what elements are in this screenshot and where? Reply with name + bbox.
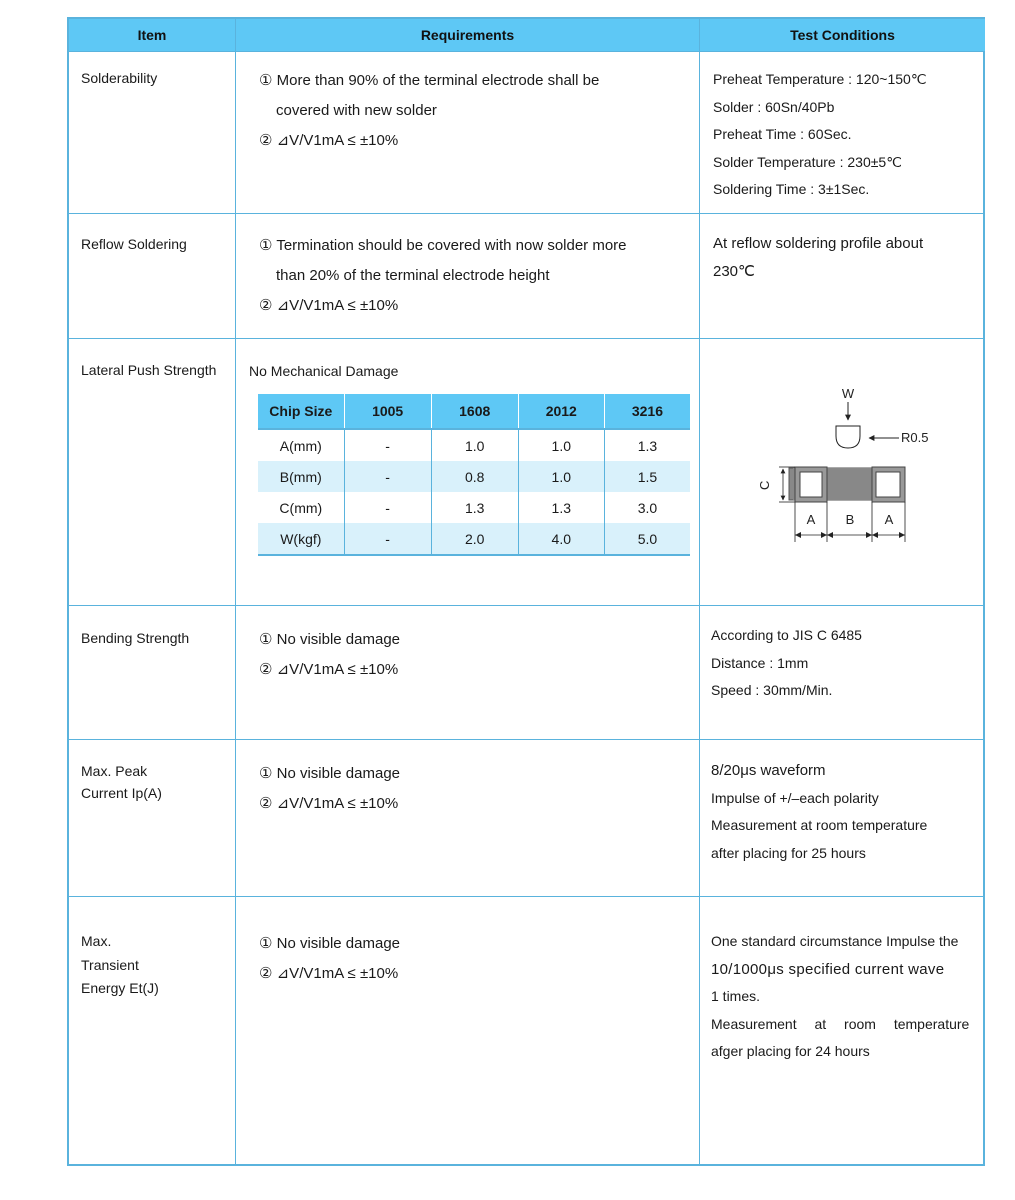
requirement-line: ① No visible damage (259, 765, 401, 782)
table-cell: - (344, 492, 431, 523)
col-header: 1608 (431, 394, 518, 429)
table-cell: 1.3 (431, 492, 518, 523)
lateral-push-diagram (759, 384, 929, 544)
header-test-conditions: Test Conditions (700, 19, 985, 51)
table-row (258, 461, 690, 492)
condition-line: Preheat Time : 60Sec. (713, 126, 852, 142)
column-divider (235, 19, 236, 1164)
diagram-label-r: R0.5 (901, 430, 929, 445)
requirement-line: than 20% of the terminal electrode height (276, 267, 550, 284)
condition-line: Measurement at room temperature (711, 1015, 970, 1032)
requirement-line: ① More than 90% of the terminal electrode shall be (259, 72, 600, 89)
col-header: 3216 (604, 394, 690, 429)
condition-line: Soldering Time : 3±1Sec. (713, 181, 870, 197)
condition-line: At reflow soldering profile about (713, 235, 924, 252)
condition-line: One standard circumstance Impulse the (711, 933, 959, 949)
requirement-line: ② ⊿V/V1mA ≤ ±10% (259, 795, 399, 812)
item-solderability: Solderability (81, 70, 158, 86)
condition-line: 8/20μs waveform (711, 762, 826, 779)
table-row (258, 523, 690, 555)
item-max-peak-current (81, 760, 162, 804)
requirements-max-transient-energy (259, 929, 400, 989)
requirements-reflow-soldering (259, 231, 627, 321)
table-cell: 1.5 (604, 461, 690, 492)
requirement-no-mechanical-damage: No Mechanical Damage (249, 363, 399, 379)
requirements-solderability (259, 66, 599, 156)
condition-line: Speed : 30mm/Min. (711, 682, 833, 698)
conditions-max-peak-current (711, 757, 927, 867)
condition-line: According to JIS C 6485 (711, 627, 862, 643)
diagram-label-b: B (845, 512, 855, 527)
item-line: Transient (81, 956, 139, 973)
condition-line: afger placing for 24 hours (711, 1043, 870, 1059)
diagram-label-a: A (884, 512, 894, 527)
item-line: Current Ip(A) (81, 785, 162, 801)
push-tool (836, 426, 860, 448)
row-divider (69, 338, 983, 339)
item-bending-strength: Bending Strength (81, 630, 190, 646)
row-divider (69, 605, 983, 606)
table-cell: B(mm) (258, 461, 344, 492)
requirement-line: ② ⊿V/V1mA ≤ ±10% (259, 132, 399, 149)
requirements-max-peak-current (259, 759, 400, 819)
col-header: 2012 (518, 394, 604, 429)
requirement-line: ① Termination should be covered with now solder more (259, 237, 627, 254)
conditions-reflow-soldering (713, 230, 923, 285)
requirement-line: ② ⊿V/V1mA ≤ ±10% (259, 661, 399, 678)
col-header: Chip Size (258, 394, 344, 429)
item-line: Max. (81, 933, 112, 949)
row-divider (69, 213, 983, 214)
item-line: Energy Et(J) (81, 980, 159, 996)
condition-line: Preheat Temperature : 120~150℃ (713, 71, 927, 87)
table-cell: 0.8 (431, 461, 518, 492)
table-cell: - (344, 461, 431, 492)
table-cell: 1.0 (431, 429, 518, 461)
condition-line: Measurement at room temperature (711, 817, 928, 833)
table-cell: C(mm) (279, 499, 323, 516)
condition-line: Impulse of +/–each polarity (711, 789, 879, 806)
condition-line: 230℃ (713, 262, 755, 280)
requirements-bending-strength (259, 625, 400, 685)
requirement-line: ① No visible damage (259, 935, 401, 952)
table-cell: 2.0 (431, 523, 518, 555)
table-cell: - (344, 429, 431, 461)
table-row (258, 492, 690, 523)
item-max-transient-energy (81, 930, 159, 1001)
chip-size-table (258, 394, 690, 556)
condition-line: Solder Temperature : 230±5℃ (713, 153, 902, 170)
row-divider (69, 739, 983, 740)
requirement-line: ② ⊿V/V1mA ≤ ±10% (259, 297, 399, 314)
condition-line: Distance : 1mm (711, 654, 809, 671)
header-requirements: Requirements (236, 19, 699, 51)
table-cell: 1.3 (518, 492, 604, 523)
table-cell: 1.0 (518, 429, 604, 461)
table-row (258, 429, 690, 461)
chip-size-table-wrap (258, 394, 690, 556)
condition-line: 10/1000μs specified current wave (711, 960, 945, 978)
requirement-line: ① No visible damage (259, 631, 401, 648)
row-divider (69, 51, 983, 52)
condition-line: 1 times. (711, 988, 761, 1004)
condition-line: Solder : 60Sn/40Pb (713, 98, 835, 115)
table-cell: 5.0 (604, 523, 690, 555)
conditions-bending-strength (711, 622, 862, 705)
chip-size-header-row (258, 394, 690, 429)
condition-line: after placing for 25 hours (711, 844, 866, 861)
requirement-line: ② ⊿V/V1mA ≤ ±10% (259, 965, 399, 982)
diagram-label-c: C (757, 480, 772, 490)
requirement-line: covered with new solder (276, 102, 437, 119)
table-cell: W(kgf) (258, 523, 344, 555)
item-lateral-push-strength: Lateral Push Strength (81, 362, 217, 378)
item-line: Max. Peak (81, 763, 148, 779)
diagram-label-a: A (806, 512, 816, 527)
table-cell: 1.0 (518, 461, 604, 492)
table-cell: 4.0 (518, 523, 604, 555)
spec-table (67, 17, 985, 1166)
diagram-label-w: W (841, 386, 855, 401)
table-cell: 3.0 (604, 492, 690, 523)
table-cell: A(mm) (279, 437, 322, 454)
header-item: Item (69, 19, 235, 51)
table-cell: - (344, 523, 431, 555)
item-reflow-soldering: Reflow Soldering (81, 236, 187, 252)
conditions-solderability (713, 66, 927, 204)
col-header: 1005 (344, 394, 431, 429)
column-divider (699, 19, 700, 1164)
row-divider (69, 896, 983, 897)
conditions-max-transient-energy (711, 928, 986, 1066)
table-cell: 1.3 (604, 429, 690, 461)
